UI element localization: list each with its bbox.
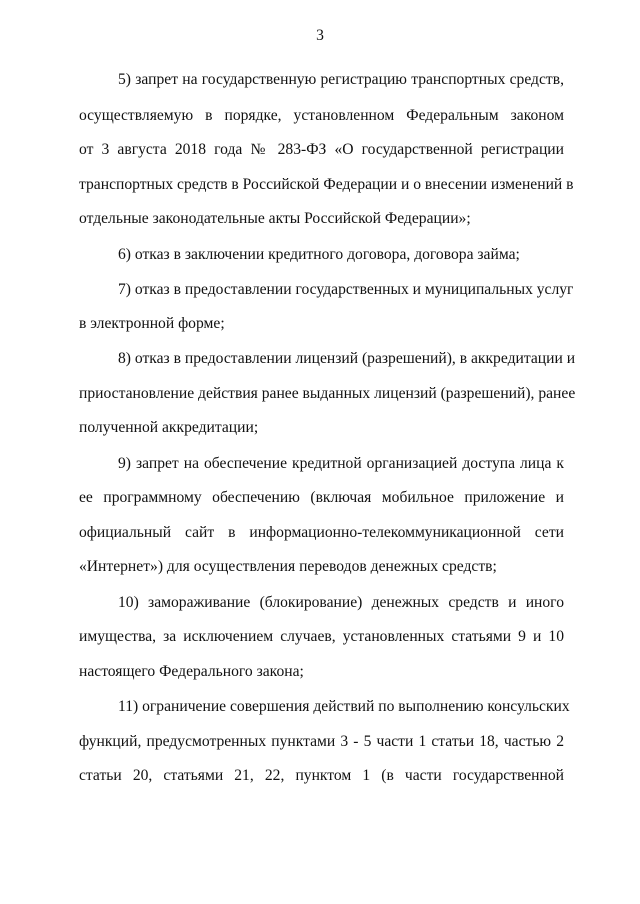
text-line: от 3 августа 2018 года № 283-ФЗ «О государственной регистрации xyxy=(79,141,564,158)
text-line: 5) запрет на государственную регистрацию транспортных средств, xyxy=(118,71,564,88)
text-line: «Интернет») для осуществления переводов денежных средств; xyxy=(79,558,497,575)
text-line: приостановление действия ранее выданных лицензий (разрешений), ранее xyxy=(79,385,576,402)
text-line: официальный сайт в информационно-телекоммуникационной сети xyxy=(79,524,564,541)
text-line: 9) запрет на обеспечение кредитной организацией доступа лица к xyxy=(118,455,564,472)
text-line: в электронной форме; xyxy=(79,315,225,332)
text-line: имущества, за исключением случаев, установленных статьями 9 и 10 xyxy=(79,628,564,645)
text-line: отдельные законодательные акты Российской Федерации»; xyxy=(79,210,471,227)
text-line: полученной аккредитации; xyxy=(79,419,259,436)
text-line: функций, предусмотренных пунктами 3 - 5 части 1 статьи 18, частью 2 xyxy=(79,733,564,750)
text-line: 6) отказ в заключении кредитного договора, договора займа; xyxy=(118,246,520,263)
text-line: транспортных средств в Российской Федерации и о внесении изменений в xyxy=(79,176,574,193)
text-line: настоящего Федерального закона; xyxy=(79,663,304,680)
text-line: статьи 20, статьями 21, 22, пунктом 1 (в части государственной xyxy=(79,767,564,784)
text-line: ее программному обеспечению (включая мобильное приложение и xyxy=(79,489,564,506)
text-line: 11) ограничение совершения действий по выполнению консульских xyxy=(118,698,570,715)
text-line: 7) отказ в предоставлении государственных и муниципальных услуг xyxy=(118,281,574,298)
text-line: 8) отказ в предоставлении лицензий (разрешений), в аккредитации и xyxy=(118,350,576,367)
text-line: осуществляемую в порядке, установленном Федеральным законом xyxy=(79,107,564,124)
text-line: 10) замораживание (блокирование) денежных средств и иного xyxy=(118,594,564,611)
page-number: 3 xyxy=(316,27,324,44)
